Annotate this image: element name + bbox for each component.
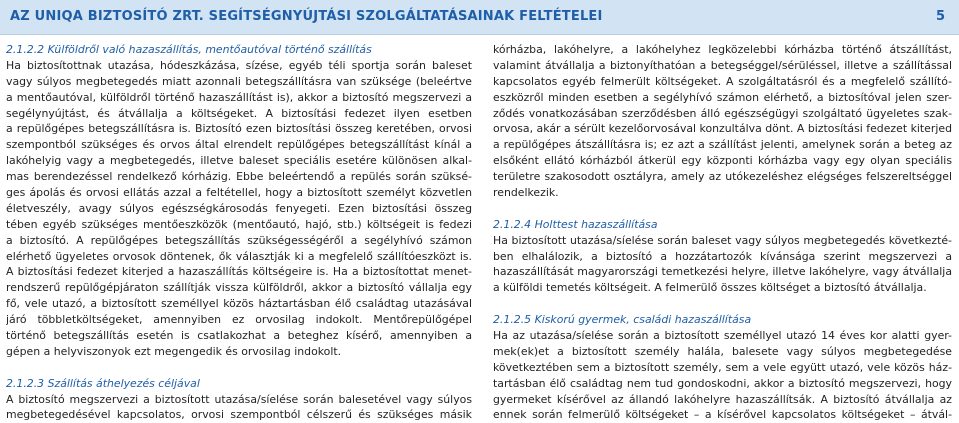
- text-line: elsőként ellátó kórházból átkerül egy központi kórházba vagy egy olyan speciális: [493, 154, 952, 168]
- text-line: lakóhelyig vagy a megbetegedés, illetve baleset speciális esetére különösen alkal-: [6, 154, 472, 168]
- page-number: 5: [935, 9, 945, 24]
- text-line: gépen a helyviszonyok ezt megengedik és orvosilag indokolt.: [6, 344, 342, 358]
- text-line: történő betegszállítás esetén is csatlakozhat a beteghez kísérő, amennyiben a: [6, 329, 472, 343]
- text-line: kórházba, lakóhelyre, a lakóhelyhez legközelebbi kórházba történő átszállítást,: [493, 43, 952, 56]
- text-line: következtében sem a biztosított személy, sem a vele együtt utazó, vele közös ház-: [493, 360, 952, 374]
- text-line: életveszély, avagy súlyos egészségkárosodás fenyegeti. Ezen biztosítási összeg: [6, 201, 472, 215]
- text-line: szempontból szükséges és orvos által elrendelt repülőgépes betegszállítást kínál a: [6, 138, 472, 152]
- page-header: [0, 0, 959, 35]
- right-column: [493, 42, 952, 423]
- text-line: ződés vonatkozásában szerződésben álló egészségügyi szolgáltató ügyeletes szak-: [493, 106, 952, 120]
- section-body: [493, 328, 952, 423]
- text-line: tartásban élő családtag nem tud gondoskodni, akkor a biztosító megszervezi, hogy: [493, 376, 952, 390]
- text-line: területre szakosodott osztályra, amely az utókezeléshez elégséges felszereltséggel: [493, 170, 952, 184]
- text-line: kapcsolatos egyéb felmerült költségeket. A szolgáltatásról és a megfelelő szállító-: [493, 74, 952, 88]
- text-line: a repülőgépes átszállításra is; ez azt a szállítást jelenti, amelynek során a beteg az: [493, 138, 952, 152]
- text-line: A biztosítási fedezet kiterjed a hazaszállítás költségeire is. Ha a biztosítottat menet-: [6, 265, 472, 279]
- section-heading: 2.1.2.4 Holttest hazaszállítása: [493, 217, 658, 231]
- text-line: Ha biztosítottnak utazása, hódeszkázása, sízése, egyéb téli sportja során baleset: [6, 58, 472, 72]
- text-line: A biztosító megszervezi a biztosított utazása/síelése során balesetével vagy súlyos: [6, 392, 472, 406]
- section-body: [493, 233, 952, 297]
- left-column: [6, 42, 472, 423]
- text-line: a biztosító. A repülőgépes betegszállítás szükségességéről a segélyhívó számon: [6, 233, 472, 247]
- paragraph-gap: [493, 201, 952, 217]
- text-line: hazaszállítását magyarországi temetkezési helyre, illetve lakóhelyre, vagy átvállalja: [493, 265, 952, 279]
- section-heading: 2.1.2.5 Kiskorú gyermek, családi hazaszállítása: [493, 313, 752, 327]
- text-line: eszközről minden esetben a segélyhívó számon elérhető, a biztosítóval jelen szer-: [493, 90, 952, 104]
- section-body: [6, 392, 472, 423]
- document-title: AZ UNIQA BIZTOSÍTÓ ZRT. SEGÍTSÉGNYÚJTÁSI SZOLGÁLTATÁSAINAK FELTÉTELEI: [10, 9, 603, 24]
- text-line: fő, vele utazó, a biztosított személlyel közös háztartásban élő családtag utazásával: [6, 297, 472, 311]
- text-line: mas berendezéssel rendelkező kórházig. Ebbe beleértendő a repülés során szüksé-: [6, 170, 472, 184]
- text-line: ben elhalálozik, a biztosító a hozzátartozók kívánsága szerint megszervezi a: [493, 249, 952, 263]
- text-line: orvosa, akár a sérült kezelőorvosával konzultálva dönt. A biztosítási fedezet kiterjed: [493, 122, 952, 136]
- text-line: a repülőgépes betegszállításra is. Biztosító ezen biztosítási összeg keretében, orvosi: [6, 122, 472, 136]
- text-line: valamint átvállalja a biztonyíthatóan a betegséggel/sérüléssel, illetve a szállítással: [493, 58, 952, 72]
- text-line: Ha biztosított utazása/síelése során baleset vagy súlyos megbetegedés következté-: [493, 233, 952, 247]
- text-line: tében egyéb szükséges mentőeszközök (mentőautó, hajó, stb.) költségeit is fedezi: [6, 217, 472, 231]
- text-line: járó többletköltségeket, amennyiben ez orvosilag indokolt. Mentőrepülőgépel: [6, 313, 472, 327]
- text-line: vagy súlyos megbetegedés miatt azonnali betegszállításra van szüksége (beleértve: [6, 74, 472, 88]
- text-line: elérhető ügyeletes orvosok döntenek, ők választják ki a megfelelő szállítóeszközt is.: [6, 249, 472, 263]
- section-heading: 2.1.2.3 Szállítás áthelyezés céljával: [6, 376, 200, 390]
- section-heading: 2.1.2.2 Külföldről való hazaszállítás, mentőautóval történő szállítás: [6, 43, 372, 56]
- text-line: megbetegedésével kapcsolatos, orvosi szempontból célszerű és szükséges másik: [6, 408, 472, 422]
- text-line: gyermeket kísérővel az állandó lakóhelyre hazaszállítsák. A biztosító átvállalja az: [493, 392, 952, 406]
- paragraph-gap: [6, 360, 472, 376]
- text-line: segélynyújtást, és átvállalja a költségeket. A biztosítási fedezet ilyen esetben: [6, 106, 472, 120]
- text-line: ennek során felmerülő költségeket – a kísérővel kapcsolatos költségeket – átvál-: [493, 408, 952, 422]
- text-line: ges ápolás és orvosi ellátás azzal a feltétellel, hogy a biztosított személyt közvetlen: [6, 186, 472, 200]
- section-body: [493, 42, 952, 201]
- section-body: [6, 58, 472, 360]
- text-line: Ha az utazása/síelése során a biztosított személlyel utazó 14 éves kor alatti gyer-: [493, 329, 952, 343]
- text-line: a külföldi temetés költségeit. A felmerülő összes költséget a biztosító átvállalja.: [493, 281, 927, 295]
- paragraph-gap: [493, 296, 952, 312]
- text-line: mek(ek)et a biztosított személy halála, balesete vagy súlyos megbetegedése: [493, 344, 952, 358]
- text-line: rendszerű repülőgépjáraton szállítják vissza külföldről, akkor a biztosító vállalja egy: [6, 281, 472, 295]
- text-line: a mentőautóval, külföldről történő hazaszállítást is), akkor a biztosító megszervezi a: [6, 90, 472, 104]
- text-line: rendelkezik.: [493, 186, 559, 200]
